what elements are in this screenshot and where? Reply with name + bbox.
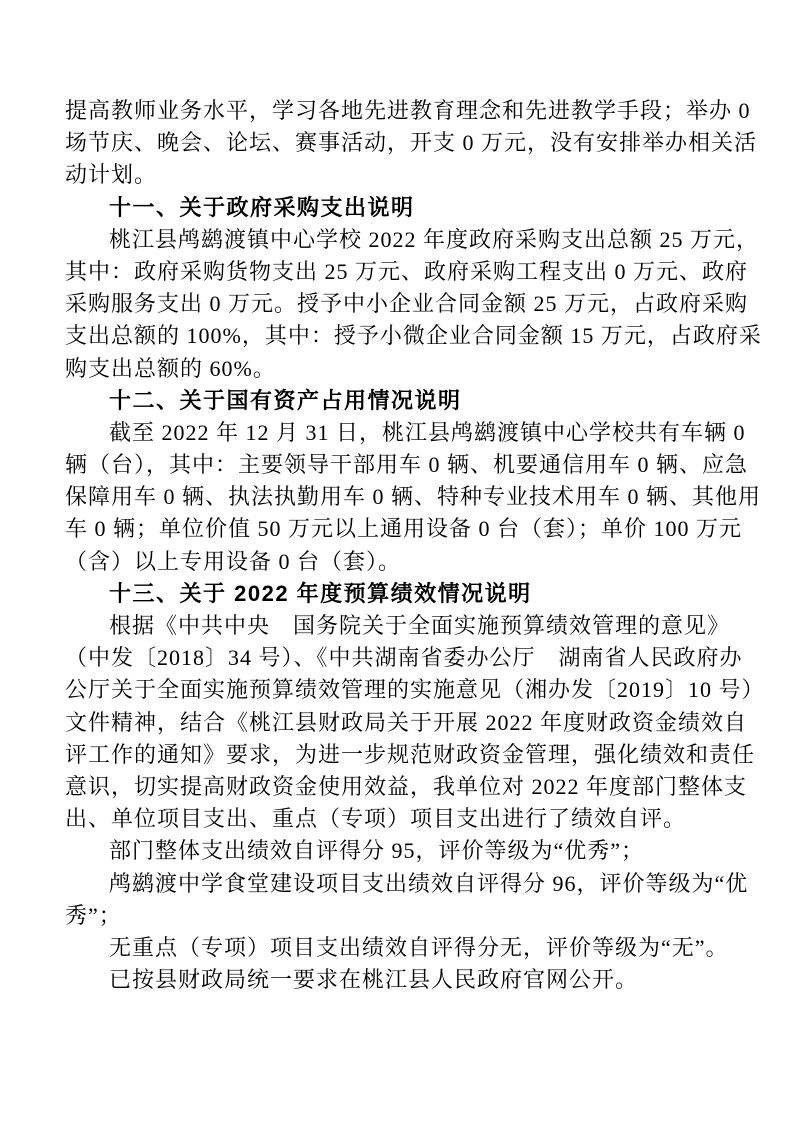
text-line: 评工作的通知》要求，为进一步规范财政资金管理，强化绩效和责任 xyxy=(65,741,756,767)
text-line: 鸬鹚渡中学食堂建设项目支出绩效自评得分 96，评价等级为“优 xyxy=(109,870,749,896)
text-line: 公厅关于全面实施预算绩效管理的实施意见（湘办发〔2019〕10 号） xyxy=(65,677,765,703)
text-line: （中发〔2018〕34 号）、《中共湖南省委办公厅 湖南省人民政府办 xyxy=(65,645,743,671)
section-heading: 十一、关于政府采购支出说明 xyxy=(109,194,415,220)
text-line: （含）以上专用设备 0 台（套）。 xyxy=(65,548,402,574)
text-line: 文件精神，结合《桃江县财政局关于开展 2022 年度财政资金绩效自 xyxy=(65,709,748,735)
text-line: 动计划。 xyxy=(65,162,158,188)
text-line: 已按县财政局统一要求在桃江县人民政府官网公开。 xyxy=(109,967,639,993)
text-line: 辆（台），其中：主要领导干部用车 0 辆、机要通信用车 0 辆、应急 xyxy=(65,452,749,478)
text-line: 截至 2022 年 12 月 31 日，桃江县鸬鹚渡镇中心学校共有车辆 0 xyxy=(109,419,746,445)
text-line: 场节庆、晚会、论坛、赛事活动，开支 0 万元，没有安排举办相关活 xyxy=(65,130,758,156)
text-line: 提高教师业务水平，学习各地先进教育理念和先进教学手段；举办 0 xyxy=(65,98,751,123)
text-line: 秀”； xyxy=(65,902,122,928)
text-line: 车 0 辆；单位价值 50 万元以上通用设备 0 台（套）；单价 100 万元 xyxy=(65,516,743,542)
text-line: 桃江县鸬鹚渡镇中心学校 2022 年度政府采购支出总额 25 万元， xyxy=(109,226,760,252)
text-line: 意识，切实提高财政资金使用效益，我单位对 2022 年度部门整体支 xyxy=(65,773,748,799)
text-line: 出、单位项目支出、重点（专项）项目支出进行了绩效自评。 xyxy=(65,806,687,832)
section-heading: 十三、关于 2022 年度预算绩效情况说明 xyxy=(109,580,532,606)
text-line: 其中：政府采购货物支出 25 万元、政府采购工程支出 0 万元、政府 xyxy=(65,258,749,284)
text-line: 采购服务支出 0 万元。授予中小企业合同金额 25 万元，占政府采购 xyxy=(65,291,749,317)
text-line: 支出总额的 100%，其中：授予小微企业合同金额 15 万元，占政府采 xyxy=(65,323,762,349)
text-line: 根据《中共中央 国务院关于全面实施预算绩效管理的意见》 xyxy=(109,613,731,638)
document-content xyxy=(65,95,765,996)
text-line: 保障用车 0 辆、执法执勤用车 0 辆、特种专业技术用车 0 辆、其他用 xyxy=(65,484,762,510)
text-line: 购支出总额的 60%。 xyxy=(65,355,276,381)
section-heading: 十二、关于国有资产占用情况说明 xyxy=(109,387,462,413)
text-line: 无重点（专项）项目支出绩效自评得分无，评价等级为“无”。 xyxy=(109,934,729,960)
text-line: 部门整体支出绩效自评得分 95，评价等级为“优秀”； xyxy=(109,838,645,864)
